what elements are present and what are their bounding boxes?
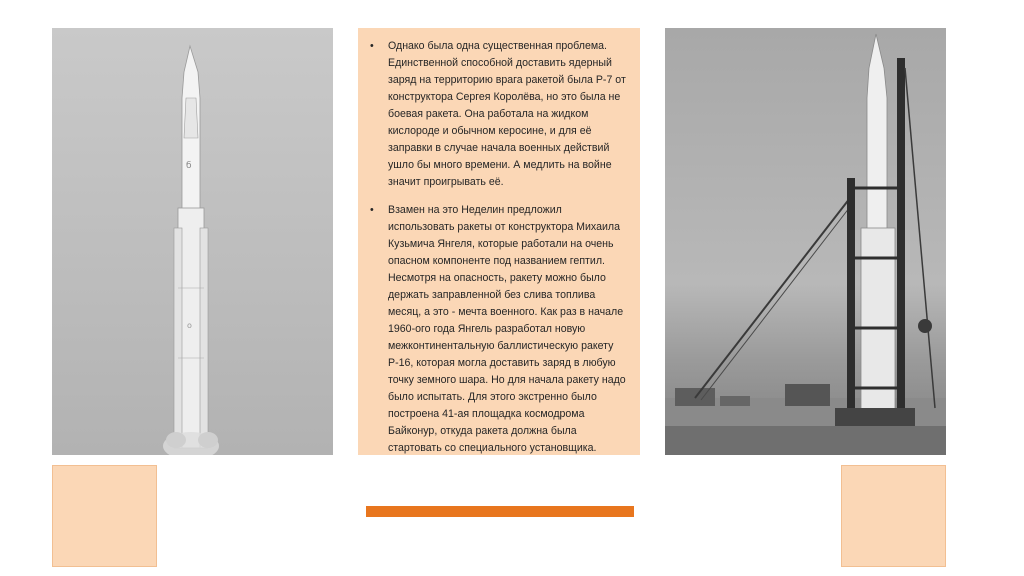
accent-bar <box>366 506 634 517</box>
launch-pad-photo <box>665 28 946 455</box>
text-panel <box>358 28 640 455</box>
bullet-paragraph-2: • Взамен на это Неделин предложил использовать ракеты от конструктора Михаила Кузьмича Янгеля, которые работали на очень опасном компоненте под названием гептил. Несмотря на опасность, ракету можно было держать заправленной без слива топлива месяц, а это - мечта военного. Как раз в начале 1960-ого года Янгель разработал новую межконтинентальную баллистическую ракету Р-16, которая могла доставить заряд в любую точку земного шара. Но для начала ракету надо было испытать. Для этого экстренно было построена 41-ая площадка космодрома Байконур, откуда ракета должна была стартовать со специального установщика. <box>368 202 628 457</box>
svg-text:о: о <box>187 321 192 330</box>
rocket-on-launch-pad-illustration <box>665 28 946 455</box>
rocket-in-flight-illustration <box>52 28 333 455</box>
bullet-paragraph-1: • Однако была одна существенная проблема. Единственной способной доставить ядерный заряд на территорию врага ракетой была Р-7 от конструктора Сергея Королёва, но это была не боевая ракета. Она работала на жидком кислороде и обычном керосине, и для её заправки в случае начала военных действий ушло бы много времени. А медлить на войне значит проигрывать её. <box>368 38 628 191</box>
decorative-box-left <box>52 465 157 567</box>
decorative-box-right <box>841 465 946 567</box>
svg-text:б: б <box>186 161 192 171</box>
rocket-launch-photo <box>52 28 333 455</box>
